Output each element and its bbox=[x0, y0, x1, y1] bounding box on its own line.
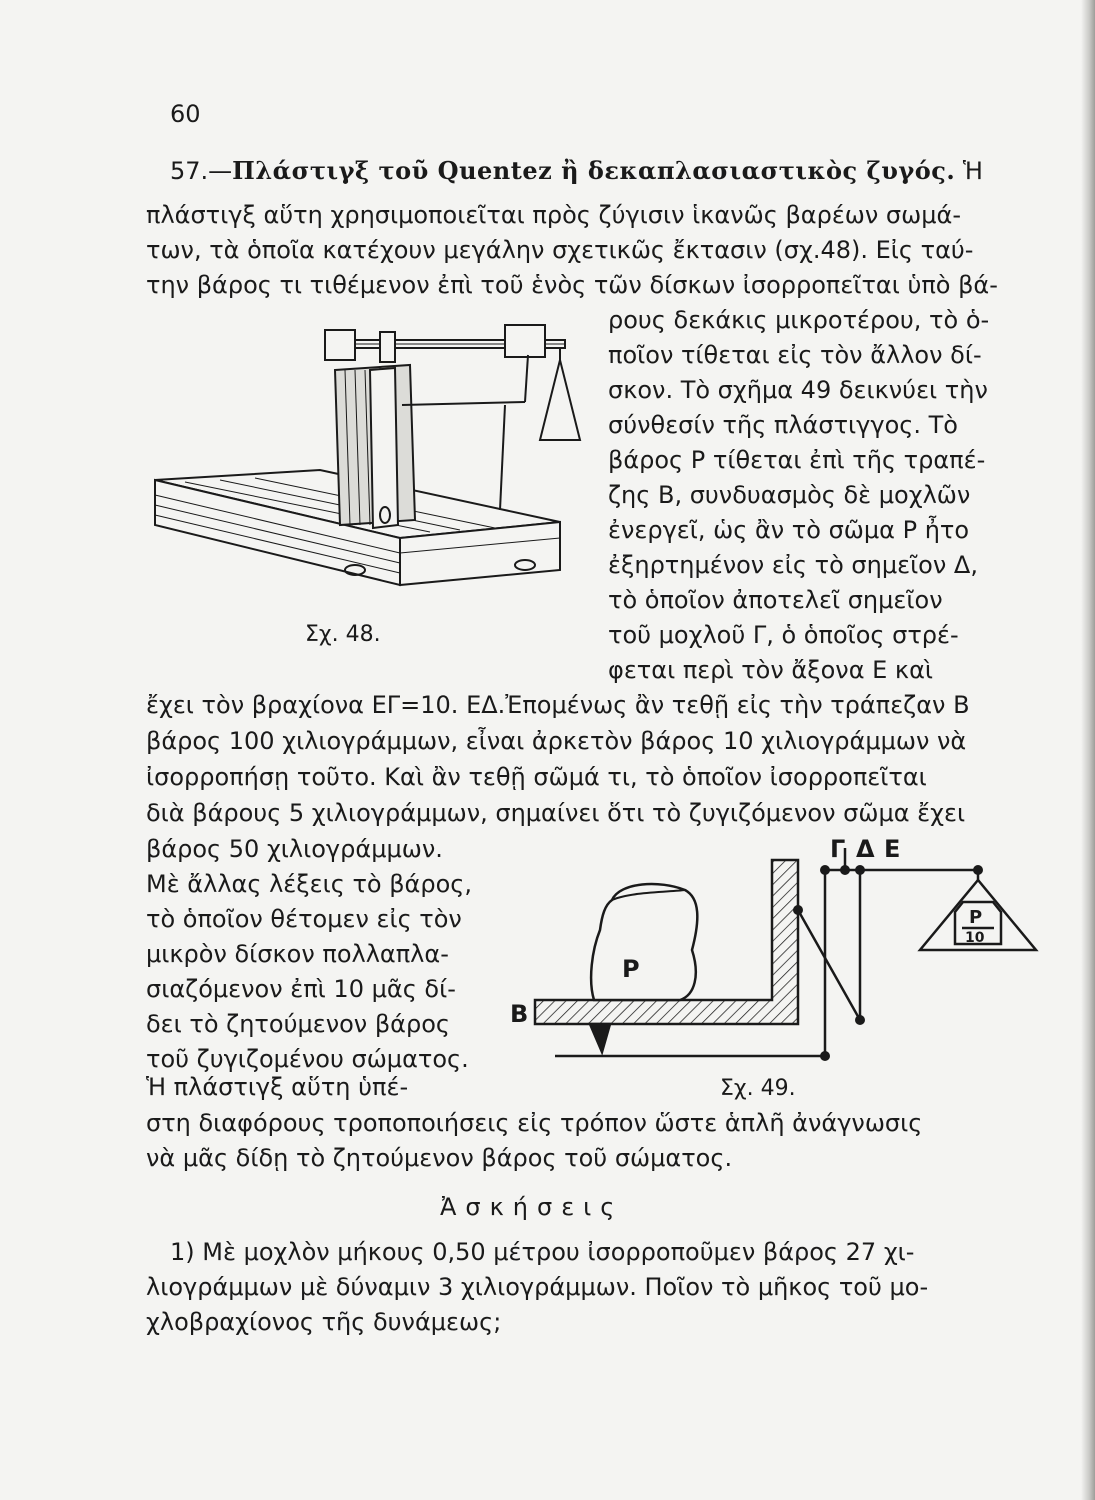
exercise-line: λιογράμμων μὲ δύναμιν 3 χιλιογράμμων. Ποῖον τὸ μῆκος τοῦ μο- bbox=[146, 1273, 929, 1301]
left-column-line: Ἡ πλάστιγξ αὕτη ὑπέ- bbox=[146, 1073, 409, 1101]
left-column-line: σιαζόμενον ἐπὶ 10 μᾶς δί- bbox=[146, 975, 456, 1003]
right-column-line: τὸ ὁποῖον ἀποτελεῖ σημεῖον bbox=[608, 586, 943, 614]
exercise-line: χλοβραχίονος τῆς δυνάμεως; bbox=[146, 1308, 502, 1336]
page-binding-edge bbox=[1081, 0, 1095, 1500]
right-column-line: σύνθεσίν τῆς πλάστιγγος. Τὸ bbox=[608, 411, 958, 439]
right-column-line: τοῦ μοχλοῦ Γ, ὁ ὁποῖος στρέ- bbox=[608, 621, 959, 649]
body-line: διὰ βάρους 5 χιλιογράμμων, σημαίνει ὅτι τὸ ζυγιζόμενον σῶμα ἔχει bbox=[146, 799, 966, 827]
left-column-line: Μὲ ἄλλας λέξεις τὸ βάρος, bbox=[146, 870, 472, 898]
body-line: βάρος 100 χιλιογράμμων, εἶναι ἀρκετὸν βάρος 10 χιλιογράμμων νὰ bbox=[146, 727, 967, 755]
weight-label-denominator: 10 bbox=[965, 930, 985, 946]
section-title-tail: Ἡ bbox=[955, 157, 983, 185]
right-column-line: ρους δεκάκις μικροτέρου, τὸ ὁ- bbox=[608, 306, 990, 334]
figure-48-caption: Σχ. 48. bbox=[305, 622, 381, 647]
left-column-line: τοῦ ζυγιζομένου σώματος. bbox=[146, 1045, 469, 1073]
label-delta: Δ bbox=[856, 835, 875, 863]
exercises-heading: Ἀσκήσεις bbox=[440, 1193, 624, 1221]
label-b: B bbox=[510, 1000, 529, 1028]
right-column-line: ἐνεργεῖ, ὡς ἂν τὸ σῶμα P ἦτο bbox=[608, 516, 970, 544]
right-column-line: ποῖον τίθεται εἰς τὸν ἄλλον δί- bbox=[608, 341, 982, 369]
label-gamma: Γ bbox=[830, 835, 846, 863]
page-number: 60 bbox=[170, 100, 201, 128]
right-column-line: σκον. Τὸ σχῆμα 49 δεικνύει τὴν bbox=[608, 376, 988, 404]
body-line: ἔχει τὸν βραχίονα ΕΓ=10. ΕΔ.Ἐπομένως ἂν τεθῇ εἰς τὴν τράπεζαν B bbox=[146, 691, 970, 719]
paragraph-line: των, τὰ ὁποῖα κατέχουν μεγάλην σχετικῶς ἔκτασιν (σχ.48). Εἰς ταύ- bbox=[146, 236, 974, 264]
right-column-line: βάρος P τίθεται ἐπὶ τῆς τραπέ- bbox=[608, 446, 986, 474]
left-column-line: δει τὸ ζητούμενον βάρος bbox=[146, 1010, 450, 1038]
label-p: P bbox=[622, 955, 640, 983]
figure-49-lever-diagram bbox=[500, 840, 1060, 1080]
body-line: νὰ μᾶς δίδῃ τὸ ζητούμενον βάρος τοῦ σώματος. bbox=[146, 1144, 733, 1172]
body-line: ἰσορροπήσῃ τοῦτο. Καὶ ἂν τεθῇ σῶμά τι, τὸ ὁποῖον ἰσορροπεῖται bbox=[146, 763, 927, 791]
left-column-line: βάρος 50 χιλιογράμμων. bbox=[146, 835, 443, 863]
section-title: Πλάστιγξ τοῦ Quentez ἢ δεκαπλασιαστικὸς ζυγός. bbox=[232, 156, 956, 185]
left-column-line: μικρὸν δίσκον πολλαπλα- bbox=[146, 940, 449, 968]
body-line: στη διαφόρους τροποποιήσεις εἰς τρόπον ὥστε ἁπλῆ ἀνάγνωσις bbox=[146, 1109, 923, 1137]
paragraph-line: πλάστιγξ αὕτη χρησιμοποιεῖται πρὸς ζύγισιν ἱκανῶς βαρέων σωμά- bbox=[146, 201, 961, 229]
section-number: 57.— bbox=[170, 157, 233, 185]
right-column-line: φεται περὶ τὸν ἄξονα E καὶ bbox=[608, 656, 934, 684]
label-epsilon: Ε bbox=[884, 835, 901, 863]
left-column-line: τὸ ὁποῖον θέτομεν εἰς τὸν bbox=[146, 905, 462, 933]
figure-49-caption: Σχ. 49. bbox=[720, 1076, 796, 1101]
right-column-line: ζης B, συνδυασμὸς δὲ μοχλῶν bbox=[608, 481, 971, 509]
figure-48-platform-scale bbox=[140, 310, 590, 610]
exercise-line: 1) Μὲ μοχλὸν μήκους 0,50 μέτρου ἰσορροποῦμεν βάρος 27 χι- bbox=[170, 1238, 915, 1266]
paragraph-line: την βάρος τι τιθέμενον ἐπὶ τοῦ ἑνὸς τῶν δίσκων ἰσορροπεῖται ὑπὸ βά- bbox=[146, 271, 998, 299]
section-title-line bbox=[170, 156, 983, 186]
right-column-line: ἐξηρτημένον εἰς τὸ σημεῖον Δ, bbox=[608, 551, 978, 579]
weight-label-numerator: P bbox=[969, 907, 983, 928]
